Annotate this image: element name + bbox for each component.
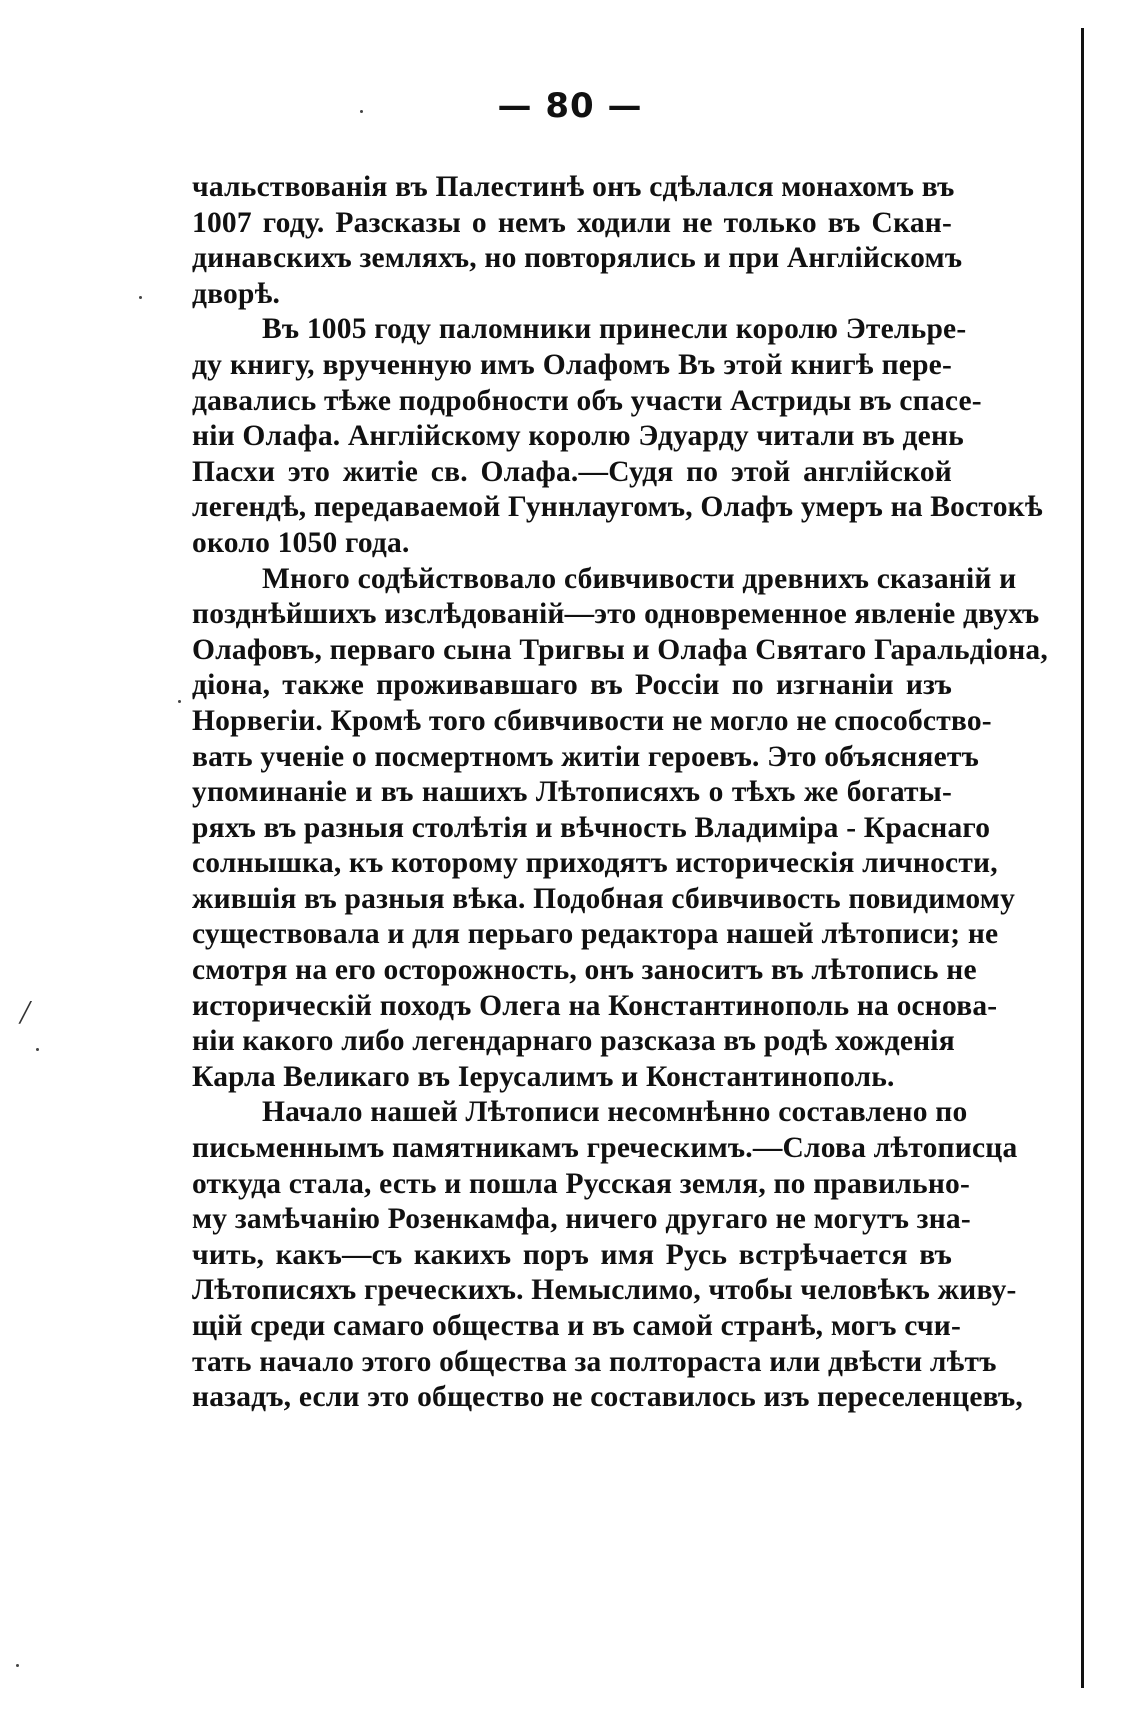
text-line: назадъ, если это общество не составилось изъ переселенцевъ, — [192, 1381, 1023, 1414]
text-line: ніи какого либо легендарнаго разсказа въ родѣ хожденія — [192, 1025, 955, 1058]
text-line: легендѣ, передаваемой Гуннлаугомъ, Олафъ умеръ на Востокѣ — [192, 491, 1043, 524]
text-line: давались тѣже подробности объ участи Астриды въ спасе- — [192, 384, 982, 417]
scan-speck — [16, 1664, 19, 1667]
text-line: Олафовъ, перваго сына Тригвы и Олафа Святаго Гаральдіона, — [192, 633, 1048, 666]
text-line: жившія въ разныя вѣка. Подобная сбивчивость повидимому — [192, 882, 1016, 915]
text-line: щій среди самаго общества и въ самой странѣ, могъ счи- — [192, 1310, 962, 1342]
text-line: Пасхи это житіе св. Олафа.—Судя по этой англійской — [192, 455, 952, 488]
text-line: откуда стала, есть и пошла Русская земля, по правильно- — [192, 1167, 970, 1200]
text-line: Норвегіи. Кромѣ того сбивчивости не могло не способство- — [192, 704, 992, 737]
text-line: Начало нашей Лѣтописи несомнѣнно составлено по — [262, 1096, 968, 1129]
text-line: историческій походъ Олега на Константинополь на основа- — [192, 989, 998, 1022]
text-line: вать ученіе о посмертномъ житіи героевъ. Это объясняетъ — [192, 740, 979, 773]
text-line: ряхъ въ разныя столѣтія и вѣчность Владиміра - Краснаго — [192, 811, 991, 844]
page-edge-rule — [1081, 28, 1084, 1688]
paragraph — [192, 1095, 1023, 1415]
text-line: Много содѣйствовало сбивчивости древнихъ сказаній и — [262, 562, 1017, 595]
text-line: динавскихъ земляхъ, но повторялись и при Англійскомъ — [192, 242, 963, 275]
text-line: Лѣтописяхъ греческихъ. Немыслимо, чтобы человѣкъ живу- — [192, 1274, 1017, 1307]
text-line: чить, какъ—съ какихъ поръ имя Русь встрѣчается въ — [192, 1238, 952, 1271]
text-line: тать начало этого общества за полтораста или двѣсти лѣтъ — [192, 1345, 997, 1378]
scan-speck — [139, 296, 142, 299]
paragraph — [192, 312, 1043, 561]
margin-mark: / — [20, 994, 30, 1031]
text-line: существовала и для перьаго редактора нашей лѣтописи; не — [192, 918, 999, 951]
text-line: му замѣчанію Розенкамфа, ничего другаго не могутъ зна- — [192, 1203, 971, 1236]
scan-speck — [360, 110, 363, 113]
text-line: смотря на его осторожность, онъ заноситъ въ лѣтопись не — [192, 954, 977, 987]
text-line: чальствованія въ Палестинѣ онъ сдѣлался монахомъ въ — [192, 171, 955, 203]
page-number: — 80 — — [497, 86, 643, 126]
scan-speck — [36, 1048, 39, 1051]
text-line: дiона, также проживавшаго въ Россіи по изгнаніи изъ — [192, 669, 952, 702]
scan-speck — [178, 700, 181, 703]
text-line: упоминаніе и въ нашихъ Лѣтописяхъ о тѣхъ же богаты- — [192, 776, 952, 809]
text-line: ду книгу, врученную имъ Олафомъ Въ этой книгѣ пере- — [192, 348, 952, 381]
text-line: 1007 году. Разсказы о немъ ходили не только въ Скан- — [192, 206, 952, 239]
text-line: около 1050 года. — [192, 526, 410, 559]
text-line: позднѣйшихъ изслѣдованій—это одновременное явленіе двухъ — [192, 598, 1040, 631]
text-line: письменнымъ памятникамъ греческимъ.—Слова лѣтописца — [192, 1132, 1018, 1165]
paragraph — [192, 562, 1048, 1096]
text-line: Карла Великаго въ Іерусалимъ и Константинополь. — [192, 1060, 895, 1093]
text-line: Въ 1005 году паломники принесли королю Этельре- — [262, 313, 967, 346]
text-line: ніи Олафа. Англійскому королю Эдуарду читали въ день — [192, 420, 964, 453]
paragraph — [192, 170, 963, 312]
text-line: дворѣ. — [192, 277, 281, 310]
text-line: солнышка, къ которому приходятъ историческія личности, — [192, 847, 998, 880]
body-text — [192, 170, 1048, 1416]
